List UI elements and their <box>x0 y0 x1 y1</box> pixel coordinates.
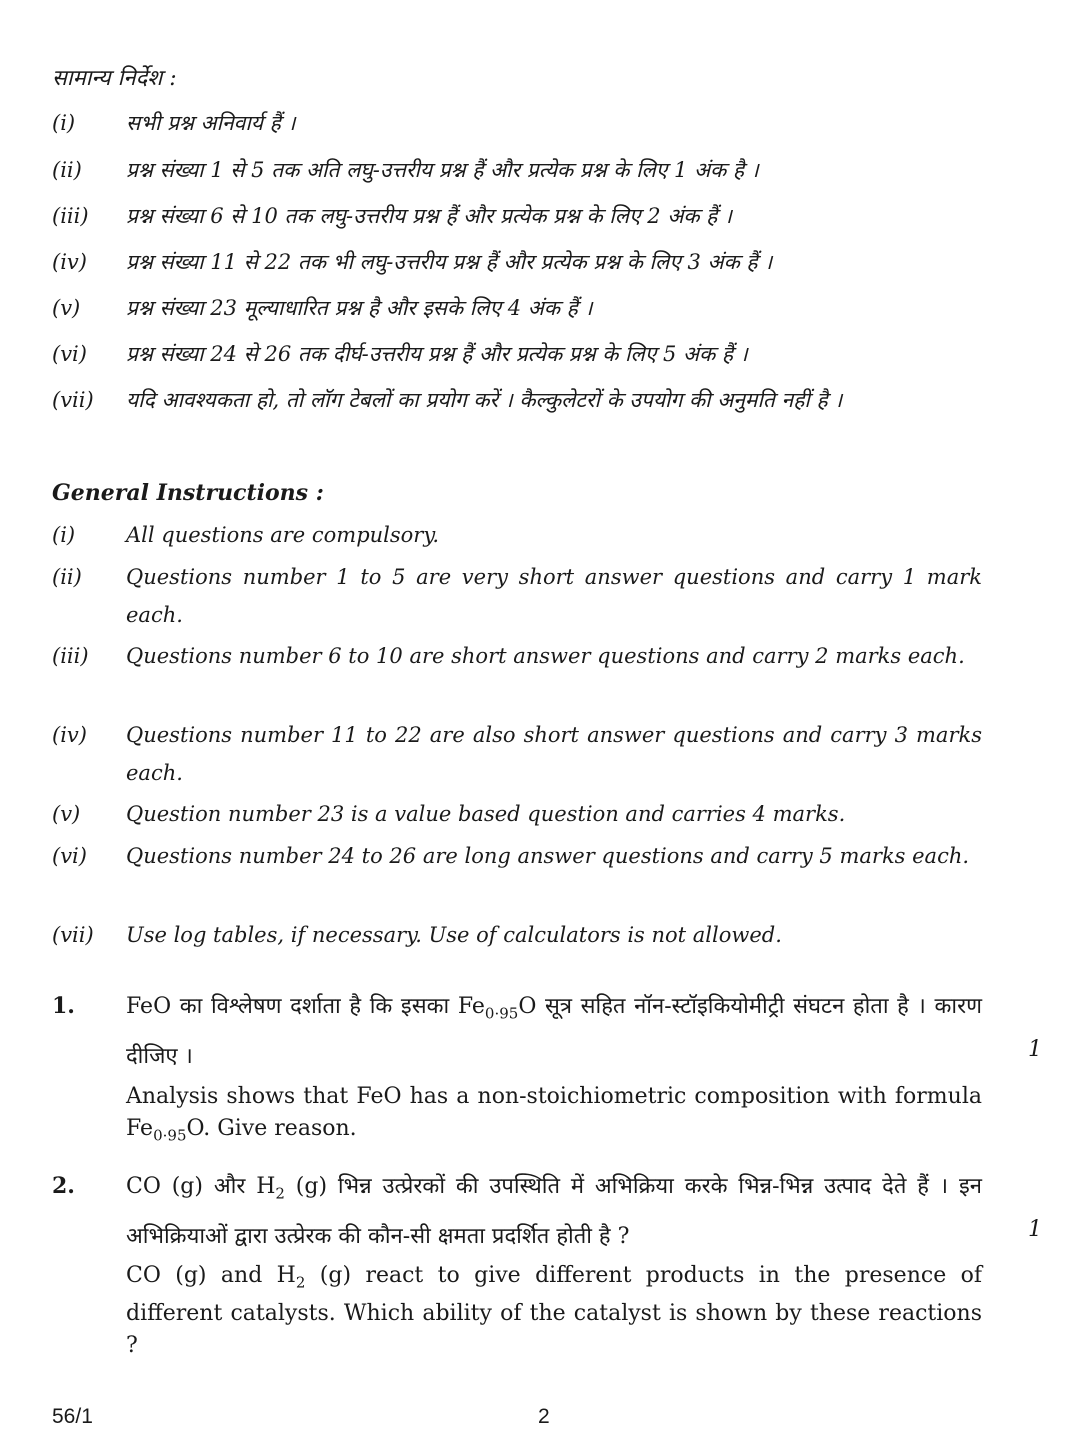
item-number: (i) <box>52 111 76 135</box>
item-number: (vi) <box>52 844 87 868</box>
item-text: Question number 23 is a value based question and carries 4 marks. <box>126 802 846 826</box>
question-english-text: Analysis shows that FeO has a non-stoichiometric composition with formula $Fe_{0\cdot 95}O$. Give reason. <box>126 1084 982 1145</box>
item-number: (ii) <box>52 158 82 182</box>
item-text: यदि आवश्यकता हो, तो लॉग टेबलों का प्रयोग करें । कैल्कुलेटरों के उपयोग की अनुमति नहीं है । <box>126 388 843 412</box>
question-english-text: CO (g) and $H_2$ (g) react to give different products in the presence of different catalysts. Which ability of the catalyst is shown by these reactions ? <box>126 1263 982 1359</box>
question-marks: 1 <box>1028 1037 1042 1062</box>
item-text: प्रश्न संख्या 1 से 5 तक अति लघु-उत्तरीय प्रश्न हैं और प्रत्येक प्रश्न के लिए 1 अंक है । <box>126 158 759 182</box>
item-number: (i) <box>52 523 76 547</box>
item-text: सभी प्रश्न अनिवार्य हैं । <box>126 111 296 135</box>
item-number: (iv) <box>52 723 87 747</box>
item-number: (v) <box>52 296 81 320</box>
hindi-instructions-heading: सामान्य निर्देश : <box>52 66 177 91</box>
item-text: Use log tables, if necessary. Use of calculators is not allowed. <box>126 923 782 947</box>
item-text: Questions number 24 to 26 are long answer questions and carry 5 marks each. <box>126 844 970 868</box>
item-text: प्रश्न संख्या 6 से 10 तक लघु-उत्तरीय प्रश्न हैं और प्रत्येक प्रश्न के लिए 2 अंक हैं । <box>126 204 732 228</box>
english-instructions-heading: General Instructions : <box>52 480 324 506</box>
item-number: (vii) <box>52 923 94 947</box>
question-number: 2. <box>52 1173 75 1199</box>
item-number: (vi) <box>52 342 87 366</box>
item-text: प्रश्न संख्या 24 से 26 तक दीर्घ-उत्तरीय प्रश्न हैं और प्रत्येक प्रश्न के लिए 5 अंक हैं । <box>126 342 748 366</box>
item-number: (ii) <box>52 565 82 589</box>
item-number: (iv) <box>52 250 87 274</box>
item-number: (v) <box>52 802 81 826</box>
paper-code: 56/1 <box>52 1405 93 1428</box>
item-number: (iii) <box>52 644 89 668</box>
item-text: प्रश्न संख्या 23 मूल्याधारित प्रश्न है और इसके लिए 4 अंक हैं । <box>126 296 593 320</box>
item-text: Questions number 6 to 10 are short answer questions and carry 2 marks each. <box>126 644 965 668</box>
question-marks: 1 <box>1028 1217 1042 1242</box>
item-number: (iii) <box>52 204 89 228</box>
item-text: Questions number 11 to 22 are also short answer questions and carry 3 marks each. <box>126 723 982 785</box>
item-number: (vii) <box>52 388 94 412</box>
question-number: 1. <box>52 993 75 1019</box>
question-hindi-text: FeO का विश्लेषण दर्शाता है कि इसका $Fe_{0\cdot 95}O$ सूत्र सहित नॉन-स्टॉइकियोमीट्री संघटन होता है । कारण दीजिए । <box>126 994 982 1070</box>
item-text: प्रश्न संख्या 11 से 22 तक भी लघु-उत्तरीय प्रश्न हैं और प्रत्येक प्रश्न के लिए 3 अंक हैं । <box>126 250 773 274</box>
item-text: All questions are compulsory. <box>126 523 440 547</box>
item-text: Questions number 1 to 5 are very short answer questions and carry 1 mark each. <box>126 565 982 627</box>
page-number: 2 <box>538 1405 550 1428</box>
question-hindi-text: CO (g) और $H_2$ (g) भिन्न उत्प्रेरकों की उपस्थिति में अभिक्रिया करके भिन्न-भिन्न उत्पाद देते हैं । इन अभिक्रियाओं द्वारा उत्प्रेरक की कौन-सी क्षमता प्रदर्शित होती है ? <box>126 1174 982 1250</box>
